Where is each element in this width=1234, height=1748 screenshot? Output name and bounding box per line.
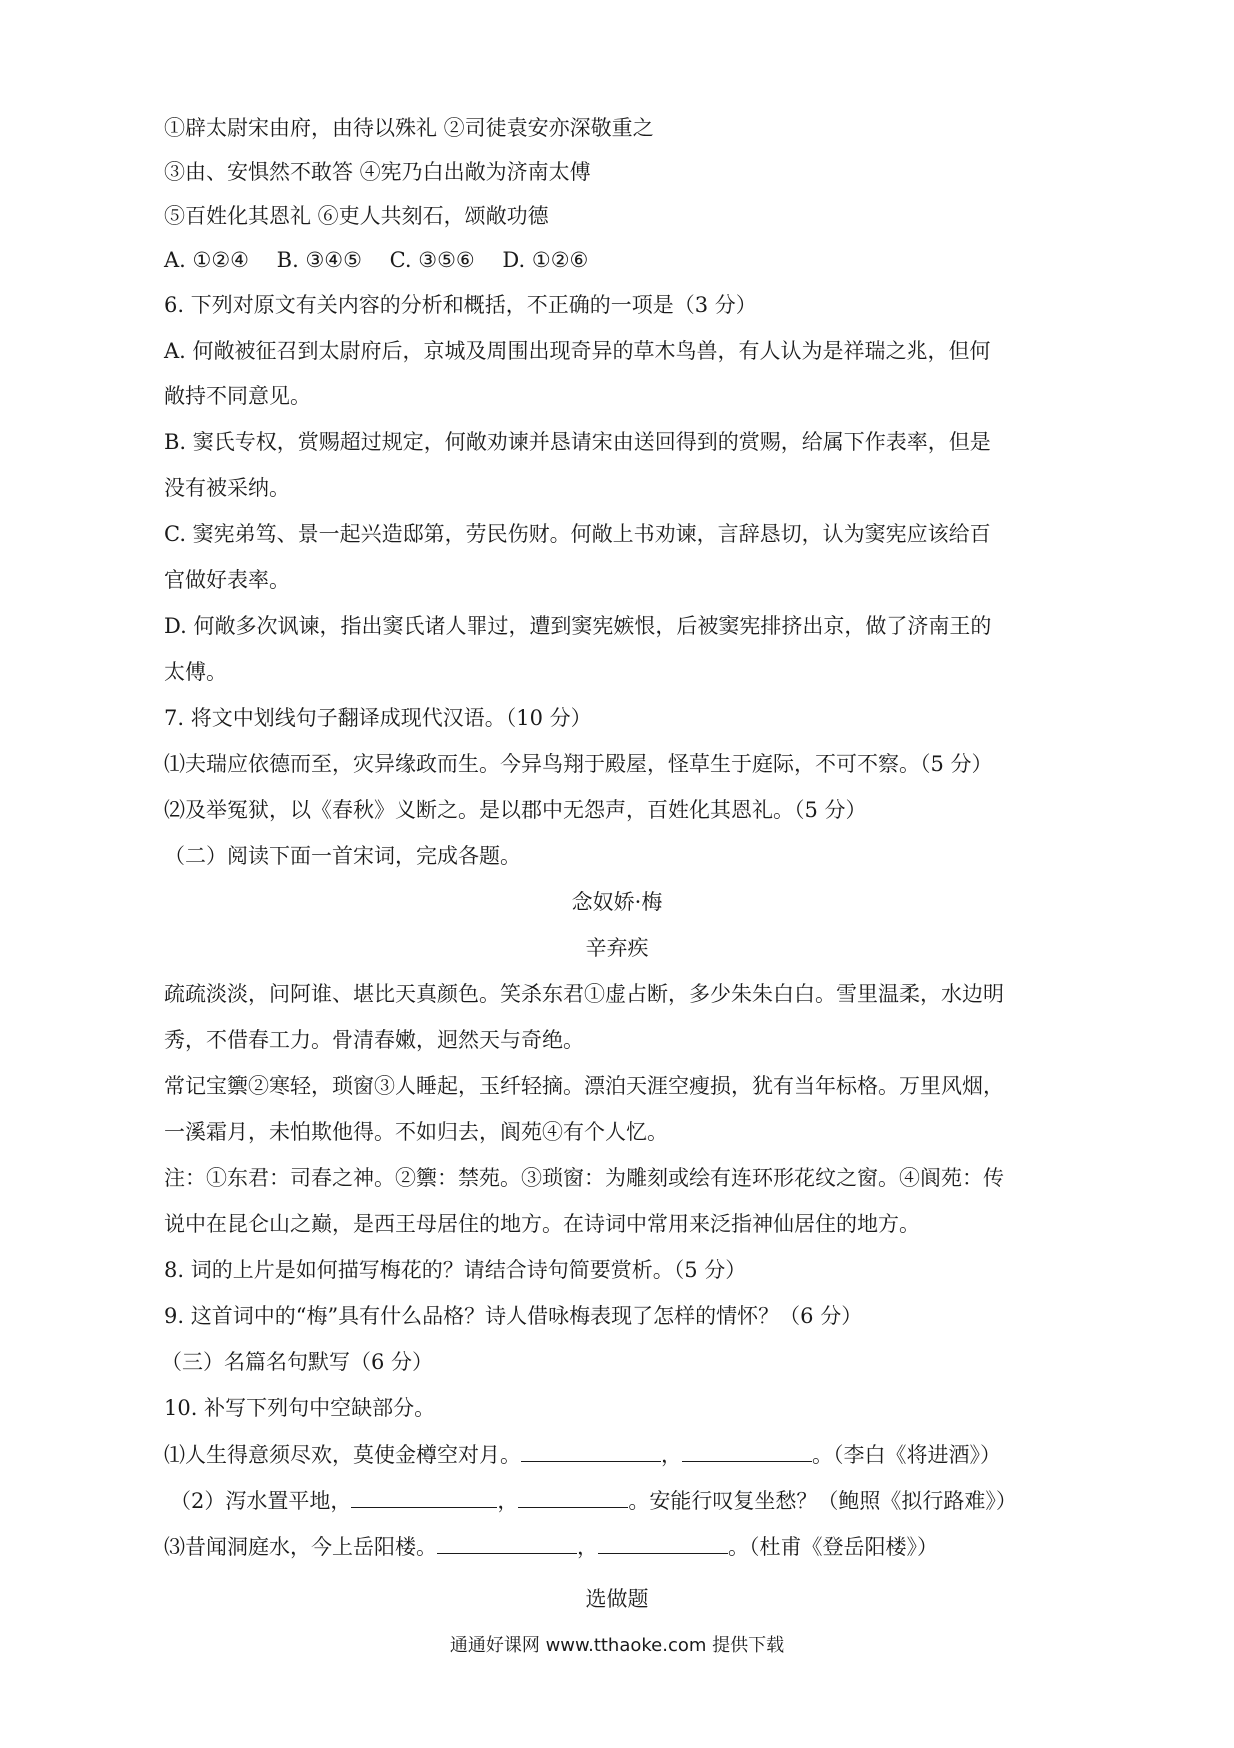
q8-stem: 8. 词的上片是如何描写梅花的？请结合诗句简要赏析。（5 分）	[164, 1258, 747, 1282]
poem-stanza-2-line-2: 一溪霜月，未怕欺他得。不如归去，阆苑④有个人忆。	[164, 1120, 668, 1144]
q6-option-c-line-2: 官做好表率。	[164, 568, 290, 592]
q9-stem: 9. 这首词中的“梅”具有什么品格？诗人借咏梅表现了怎样的情怀？（6 分）	[164, 1304, 863, 1328]
q10-s3-prefix: ⑶昔闻洞庭水，今上岳阳楼。	[164, 1535, 437, 1559]
answer-blank-3[interactable]	[351, 1485, 497, 1508]
q5-line-3: ⑤百姓化其恩礼 ⑥吏人共刻石，颂敞功德	[164, 204, 549, 228]
section-3-heading: （三）名篇名句默写（6 分）	[161, 1350, 434, 1374]
q6-option-a-line-1: A. 何敞被征召到太尉府后，京城及周围出现奇异的草木鸟兽，有人认为是祥瑞之兆，但何	[164, 339, 991, 363]
q6-option-a-line-2: 敞持不同意见。	[164, 384, 311, 408]
q5-options: A. ①②④ B. ③④⑤ C. ③⑤⑥ D. ①②⑥	[164, 248, 589, 272]
q10-sentence-2	[170, 1485, 1017, 1516]
answer-blank-4[interactable]	[518, 1485, 628, 1508]
q10-s2-suffix: 。安能行叹复坐愁？（鲍照《拟行路难》）	[628, 1489, 1017, 1513]
poem-stanza-1-line-1: 疏疏淡淡，问阿谁、堪比天真颜色。笑杀东君①虚占断，多少朱朱白白。雪里温柔，水边明	[164, 982, 1004, 1006]
q6-option-c-line-1: C. 窦宪弟笃、景一起兴造邸第，劳民伤财。何敞上书劝谏，言辞恳切，认为窦宪应该给百	[164, 522, 991, 546]
q10-s2-separator: ，	[497, 1489, 519, 1513]
q7-sentence-2: ⑵及举冤狱，以《春秋》义断之。是以郡中无怨声，百姓化其恩礼。（5 分）	[164, 798, 867, 822]
poem-notes-line-1: 注：①东君：司春之神。②籞：禁苑。③琐窗：为雕刻或绘有连环形花纹之窗。④阆苑：传	[164, 1166, 1004, 1190]
q7-sentence-1: ⑴夫瑞应依德而至，灾异缘政而生。今异鸟翔于殿屋，怪草生于庭际，不可不察。（5 分）	[164, 752, 993, 776]
poem-title: 念奴娇·梅	[571, 890, 663, 914]
q10-sentence-3	[164, 1531, 938, 1562]
q10-s3-suffix: 。（杜甫《登岳阳楼》）	[728, 1535, 938, 1559]
q6-stem: 6. 下列对原文有关内容的分析和概括，不正确的一项是（3 分）	[164, 293, 757, 317]
q6-option-d-line-1: D. 何敞多次讽谏，指出窦氏诸人罪过，遭到窦宪嫉恨，后被窦宪排挤出京，做了济南王的	[164, 614, 992, 638]
elective-heading: 选做题	[585, 1587, 649, 1611]
q10-s3-separator: ，	[577, 1535, 598, 1559]
poem-stanza-2-line-1: 常记宝籞②寒轻，琐窗③人睡起，玉纤轻摘。漂泊天涯空瘦损，犹有当年标格。万里风烟，	[164, 1074, 1004, 1098]
section-2-heading: （二）阅读下面一首宋词，完成各题。	[164, 844, 521, 868]
q5-line-2: ③由、安惧然不敢答 ④宪乃白出敞为济南太傅	[164, 160, 591, 184]
q10-sentence-1	[164, 1439, 1001, 1470]
poem-notes-line-2: 说中在昆仑山之巅，是西王母居住的地方。在诗词中常用来泛指神仙居住的地方。	[164, 1212, 920, 1236]
answer-blank-5[interactable]	[437, 1531, 577, 1554]
answer-blank-2[interactable]	[682, 1439, 812, 1462]
q10-stem: 10. 补写下列句中空缺部分。	[164, 1396, 436, 1420]
answer-blank-1[interactable]	[521, 1439, 661, 1462]
answer-blank-6[interactable]	[598, 1531, 728, 1554]
page-footer: 通通好课网 www.tthaoke.com 提供下载	[449, 1635, 785, 1656]
q6-option-b-line-1: B. 窦氏专权，赏赐超过规定，何敞劝谏并恳请宋由送回得到的赏赐，给属下作表率，但是	[164, 430, 991, 454]
q5-line-1: ①辟太尉宋由府，由待以殊礼 ②司徒袁安亦深敬重之	[164, 116, 654, 140]
q7-stem: 7. 将文中划线句子翻译成现代汉语。（10 分）	[164, 706, 592, 730]
poem-stanza-1-line-2: 秀，不借春工力。骨清春嫩，迥然天与奇绝。	[164, 1028, 584, 1052]
q10-s1-separator: ，	[661, 1443, 682, 1467]
q10-s1-prefix: ⑴人生得意须尽欢，莫使金樽空对月。	[164, 1443, 521, 1467]
q6-option-b-line-2: 没有被采纳。	[164, 476, 290, 500]
q10-s2-prefix: （2）泻水置平地，	[170, 1489, 352, 1513]
poem-author: 辛弃疾	[585, 936, 649, 960]
q6-option-d-line-2: 太傅。	[164, 660, 227, 684]
q10-s1-suffix: 。（李白《将进酒》）	[812, 1443, 1001, 1467]
